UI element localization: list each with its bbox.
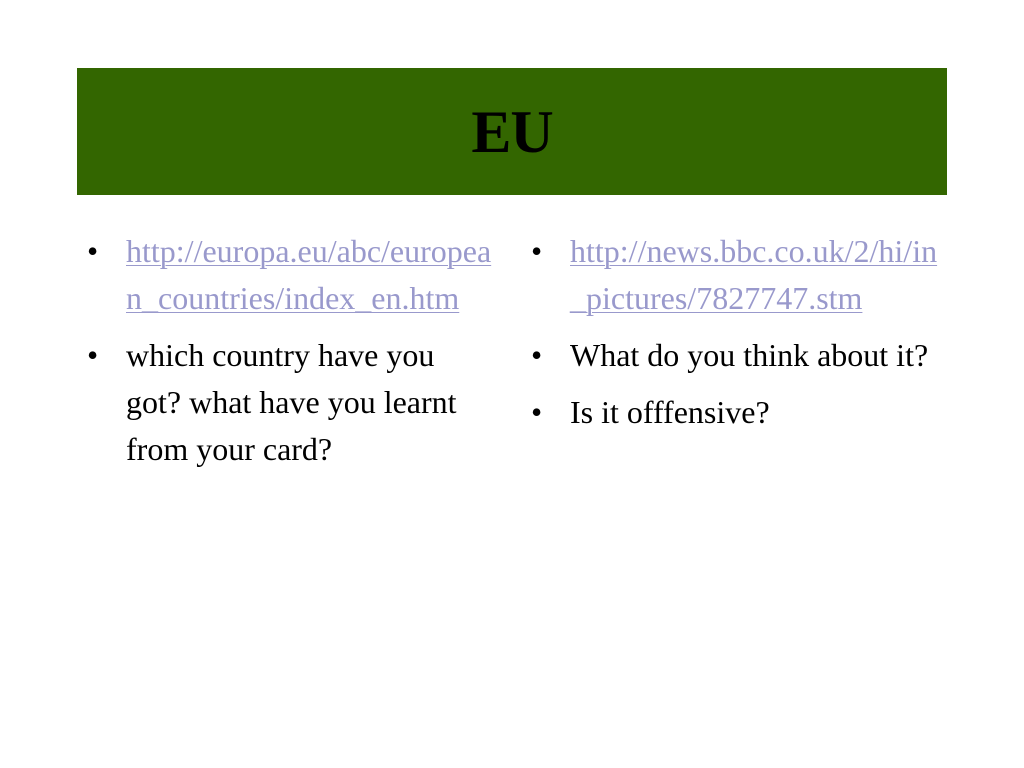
list-item (531, 228, 941, 322)
list-item (87, 228, 497, 322)
question-text: What do you think about it? (570, 337, 929, 373)
title-bar (77, 68, 947, 195)
bullet-icon: • (531, 394, 543, 430)
bullet-icon: • (531, 233, 543, 269)
bullet-icon: • (531, 337, 543, 373)
question-text: which country have you got? what have you learnt from your card? (126, 337, 457, 467)
europa-link[interactable]: http://europa.eu/abc/european_countries/index_en.htm (126, 233, 492, 316)
slide-title: EU (471, 98, 553, 165)
question-text: Is it offfensive? (570, 394, 770, 430)
bbc-news-link[interactable]: http://news.bbc.co.uk/2/hi/in_pictures/7827747.stm (570, 233, 938, 316)
bullet-icon: • (87, 233, 99, 269)
bullet-icon: • (87, 337, 99, 373)
right-column-list (531, 228, 941, 446)
list-item (87, 332, 497, 473)
list-item (531, 389, 941, 436)
list-item (531, 332, 941, 379)
left-column-list (87, 228, 497, 483)
